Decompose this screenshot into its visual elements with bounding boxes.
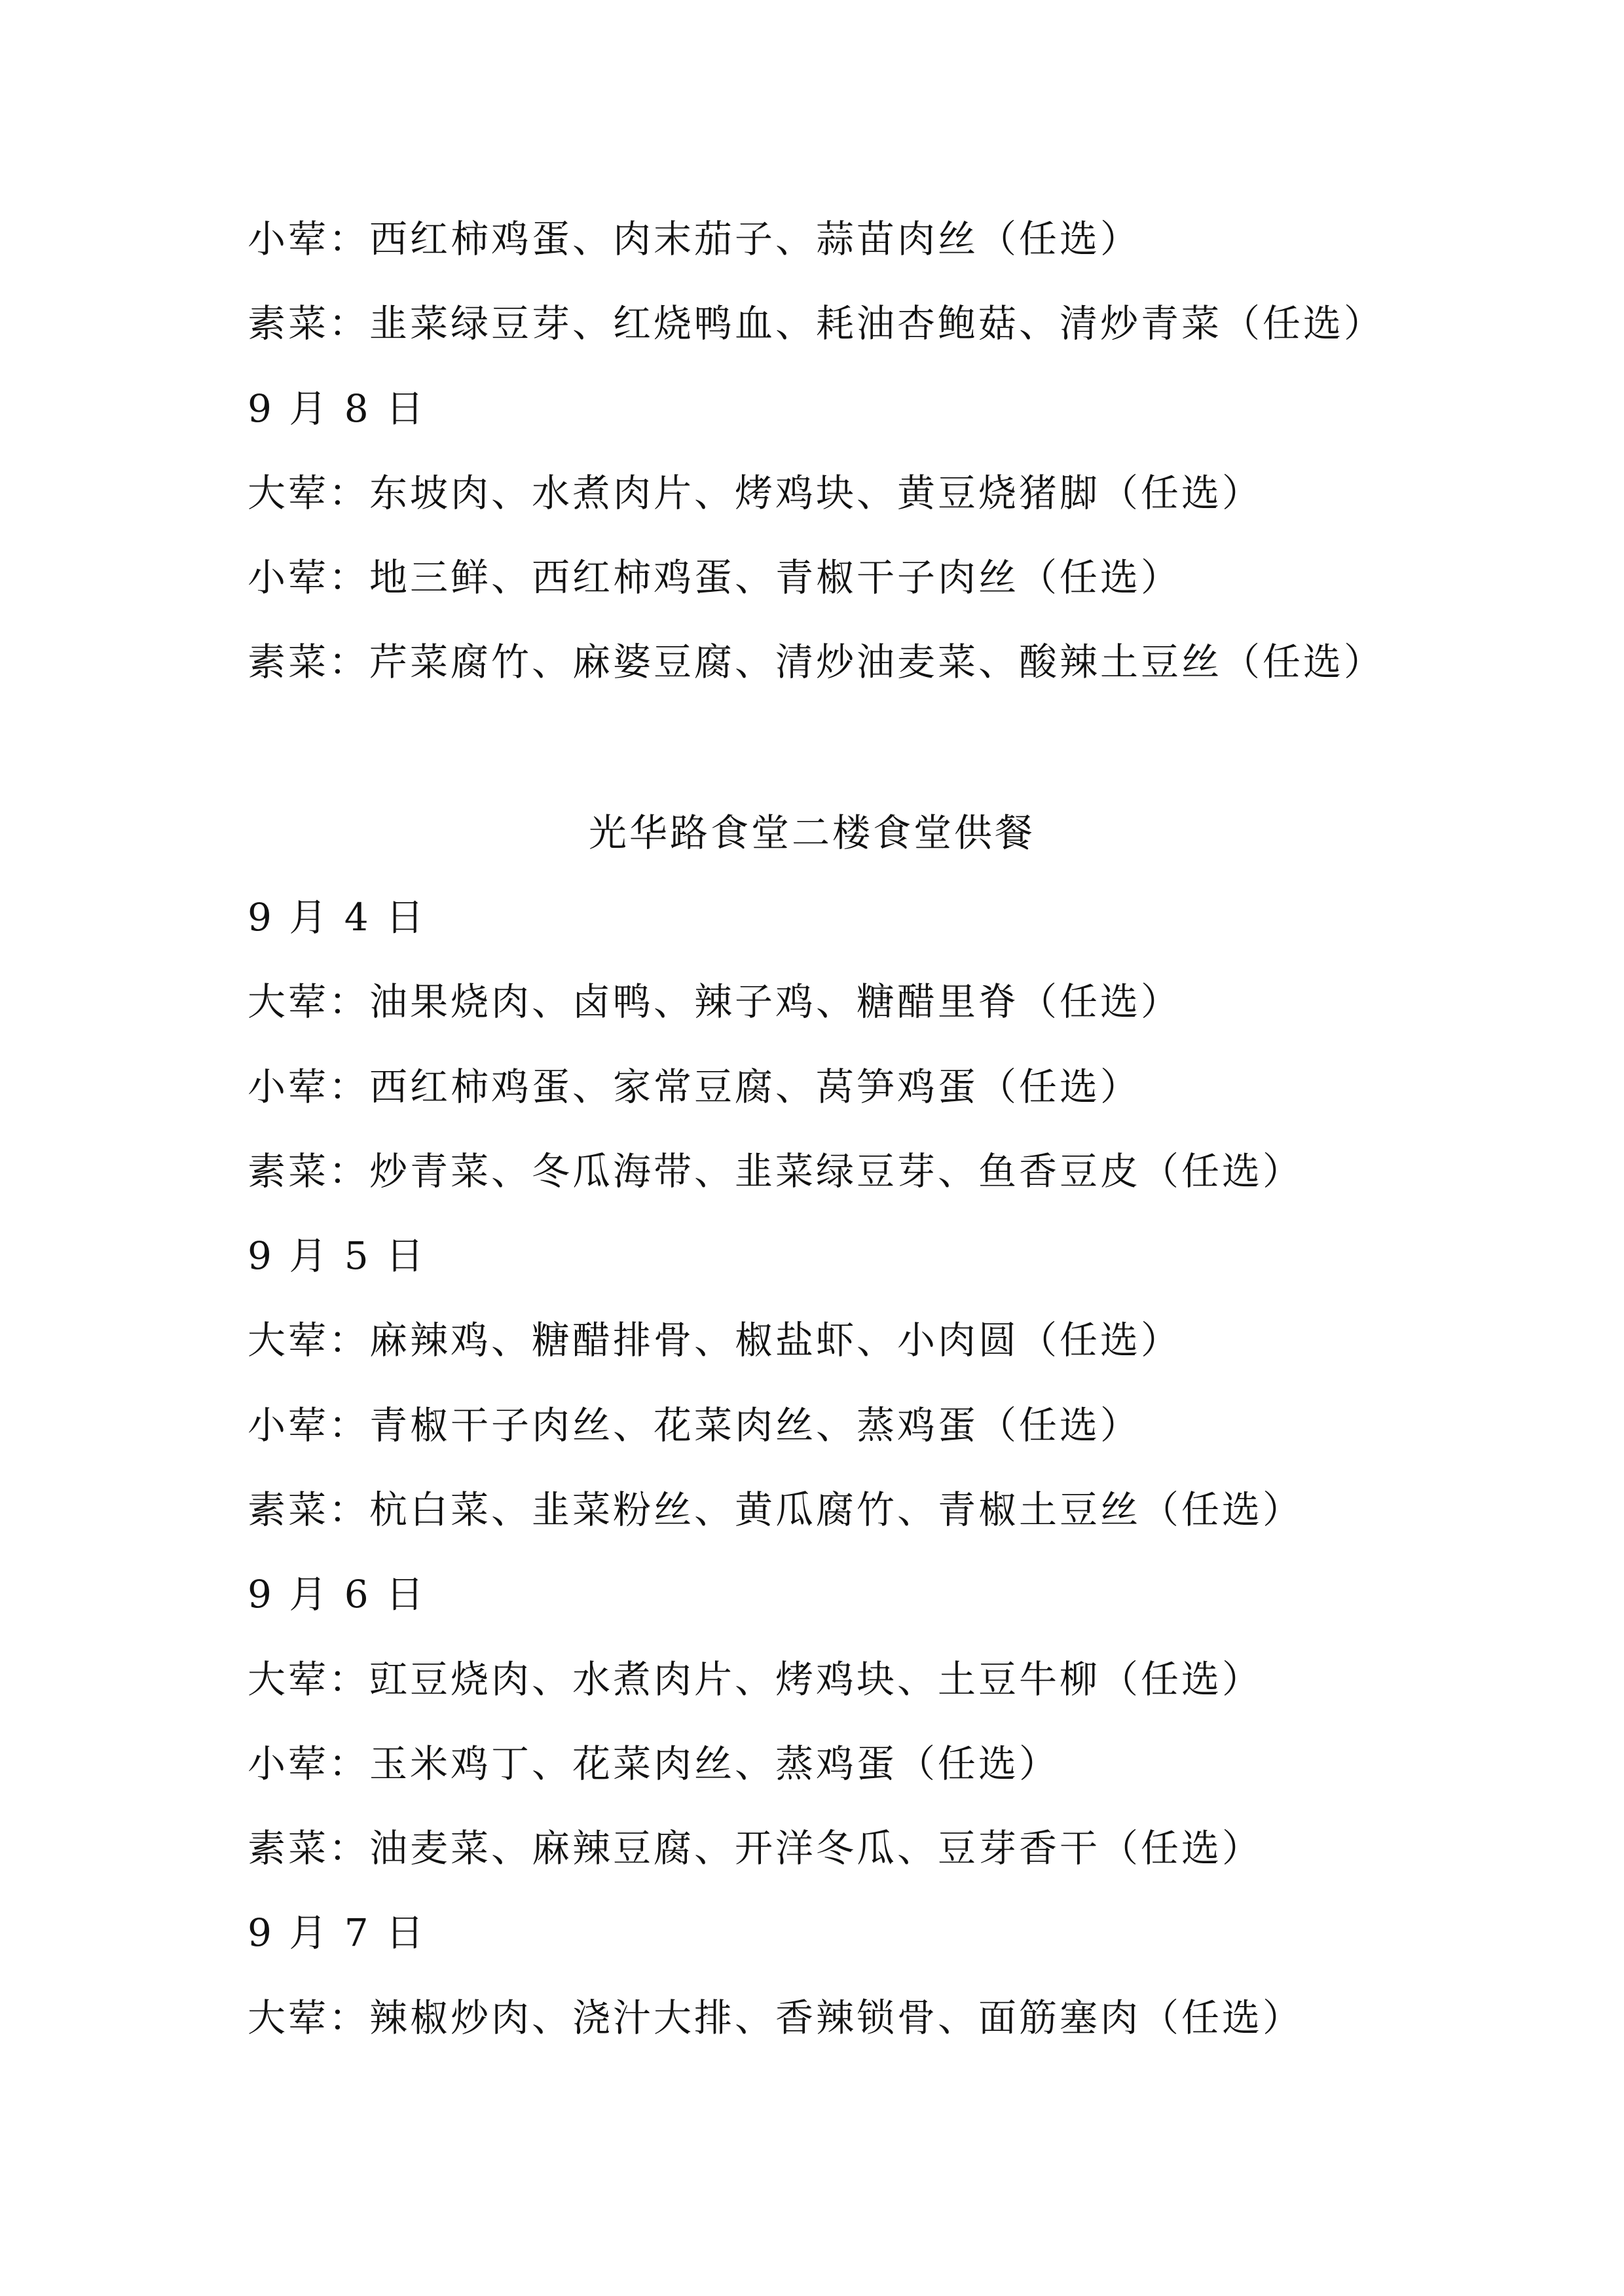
menu-line-xiaohun: 小荤：西红柿鸡蛋、肉末茄子、蒜苗肉丝（任选） — [248, 217, 1141, 261]
date-line: 9 月 7 日 — [248, 1910, 427, 1955]
date-line: 9 月 4 日 — [248, 895, 427, 939]
menu-line-dahun: 大荤：豇豆烧肉、水煮肉片、烤鸡块、土豆牛柳（任选） — [248, 1657, 1263, 1702]
date-line: 9 月 5 日 — [248, 1233, 427, 1278]
menu-line-sucai: 素菜：炒青菜、冬瓜海带、韭菜绿豆芽、鱼香豆皮（任选） — [248, 1149, 1304, 1194]
menu-line-dahun: 大荤：东坡肉、水煮肉片、烤鸡块、黄豆烧猪脚（任选） — [248, 471, 1263, 515]
menu-line-sucai: 素菜：芹菜腐竹、麻婆豆腐、清炒油麦菜、酸辣土豆丝（任选） — [248, 640, 1385, 684]
date-line: 9 月 6 日 — [248, 1572, 427, 1616]
menu-line-xiaohun: 小荤：玉米鸡丁、花菜肉丝、蒸鸡蛋（任选） — [248, 1741, 1060, 1786]
menu-line-dahun: 大荤：麻辣鸡、糖醋排骨、椒盐虾、小肉圆（任选） — [248, 1318, 1182, 1362]
menu-line-sucai: 素菜：杭白菜、韭菜粉丝、黄瓜腐竹、青椒土豆丝（任选） — [248, 1487, 1304, 1532]
section-title: 光华路食堂二楼食堂供餐 — [588, 811, 1035, 855]
menu-line-xiaohun: 小荤：青椒干子肉丝、花菜肉丝、蒸鸡蛋（任选） — [248, 1403, 1141, 1448]
menu-line-xiaohun: 小荤：西红柿鸡蛋、家常豆腐、莴笋鸡蛋（任选） — [248, 1065, 1141, 1109]
menu-line-dahun: 大荤：辣椒炒肉、浇汁大排、香辣锁骨、面筋塞肉（任选） — [248, 1995, 1304, 2040]
menu-line-sucai: 素菜：韭菜绿豆芽、红烧鸭血、耗油杏鲍菇、清炒青菜（任选） — [248, 301, 1385, 346]
menu-line-xiaohun: 小荤：地三鲜、西红柿鸡蛋、青椒干子肉丝（任选） — [248, 555, 1182, 600]
menu-line-dahun: 大荤：油果烧肉、卤鸭、辣子鸡、糖醋里脊（任选） — [248, 979, 1182, 1024]
date-line: 9 月 8 日 — [248, 386, 427, 431]
menu-line-sucai: 素菜：油麦菜、麻辣豆腐、开洋冬瓜、豆芽香干（任选） — [248, 1826, 1263, 1870]
